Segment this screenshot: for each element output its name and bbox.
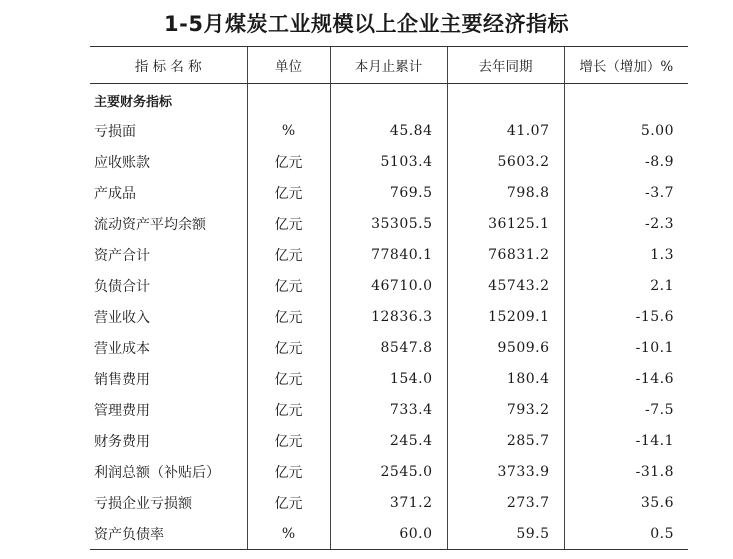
current-cumulative-value: 45.84	[330, 115, 447, 146]
last-year-value: 36125.1	[447, 208, 564, 239]
current-cumulative-value: 5103.4	[330, 146, 447, 177]
last-year-value: 45743.2	[447, 270, 564, 301]
table-row	[90, 177, 688, 208]
indicator-name: 管理费用	[94, 402, 150, 419]
indicator-name: 亏损企业亏损额	[94, 495, 192, 512]
table-body	[90, 84, 688, 550]
growth-value: 1.3	[564, 239, 688, 270]
section-empty-cell	[564, 84, 688, 116]
table-row	[90, 146, 688, 177]
growth-value: -2.3	[564, 208, 688, 239]
unit-cell: 亿元	[247, 487, 330, 518]
current-cumulative-value: 8547.8	[330, 332, 447, 363]
last-year-value: 41.07	[447, 115, 564, 146]
indicator-name: 应收账款	[94, 154, 150, 171]
unit-cell: %	[247, 518, 330, 550]
section-row	[90, 84, 688, 116]
header-indicator-name: 指 标 名 称	[90, 47, 247, 84]
table-header	[90, 47, 688, 84]
unit-cell: 亿元	[247, 146, 330, 177]
growth-value: -14.6	[564, 363, 688, 394]
growth-value: -31.8	[564, 456, 688, 487]
current-cumulative-value: 12836.3	[330, 301, 447, 332]
last-year-value: 59.5	[447, 518, 564, 550]
growth-value: -7.5	[564, 394, 688, 425]
last-year-value: 180.4	[447, 363, 564, 394]
unit-cell: 亿元	[247, 270, 330, 301]
growth-value: -8.9	[564, 146, 688, 177]
growth-value: -15.6	[564, 301, 688, 332]
last-year-value: 273.7	[447, 487, 564, 518]
table-row	[90, 332, 688, 363]
unit-cell: 亿元	[247, 332, 330, 363]
last-year-value: 798.8	[447, 177, 564, 208]
table-row	[90, 301, 688, 332]
table-row	[90, 425, 688, 456]
table-row	[90, 394, 688, 425]
indicator-name: 财务费用	[94, 433, 150, 450]
indicator-name: 营业收入	[94, 309, 150, 326]
table-row	[90, 208, 688, 239]
indicator-name: 资产合计	[94, 247, 150, 264]
unit-cell: 亿元	[247, 301, 330, 332]
header-current-cumulative: 本月止累计	[330, 47, 447, 84]
section-empty-cell	[247, 84, 330, 116]
current-cumulative-value: 46710.0	[330, 270, 447, 301]
table-row	[90, 239, 688, 270]
last-year-value: 3733.9	[447, 456, 564, 487]
last-year-value: 9509.6	[447, 332, 564, 363]
last-year-value: 76831.2	[447, 239, 564, 270]
last-year-value: 5603.2	[447, 146, 564, 177]
current-cumulative-value: 154.0	[330, 363, 447, 394]
indicator-name: 销售费用	[94, 371, 150, 388]
table-row	[90, 518, 688, 550]
last-year-value: 15209.1	[447, 301, 564, 332]
section-empty-cell	[447, 84, 564, 116]
table-row	[90, 487, 688, 518]
indicator-name: 产成品	[94, 185, 136, 202]
page-title: 1-5月煤炭工业规模以上企业主要经济指标	[164, 12, 569, 36]
indicator-name: 负债合计	[94, 278, 150, 295]
unit-cell: 亿元	[247, 208, 330, 239]
section-label: 主要财务指标	[94, 95, 173, 110]
unit-cell: 亿元	[247, 363, 330, 394]
header-unit: 单位	[247, 47, 330, 84]
last-year-value: 285.7	[447, 425, 564, 456]
growth-value: 0.5	[564, 518, 688, 550]
growth-value: -10.1	[564, 332, 688, 363]
unit-cell: 亿元	[247, 425, 330, 456]
growth-value: 2.1	[564, 270, 688, 301]
unit-cell: 亿元	[247, 394, 330, 425]
indicator-name: 流动资产平均余额	[94, 216, 206, 233]
unit-cell: 亿元	[247, 239, 330, 270]
current-cumulative-value: 245.4	[330, 425, 447, 456]
indicator-name: 资产负债率	[90, 518, 247, 550]
growth-value: 35.6	[564, 487, 688, 518]
growth-value: -14.1	[564, 425, 688, 456]
growth-value: -3.7	[564, 177, 688, 208]
current-cumulative-value: 60.0	[330, 518, 447, 550]
table-row	[90, 363, 688, 394]
current-cumulative-value: 371.2	[330, 487, 447, 518]
section-empty-cell	[330, 84, 447, 116]
indicator-name: 利润总额（补贴后）	[94, 464, 220, 481]
indicator-name: 亏损面	[94, 123, 136, 140]
current-cumulative-value: 769.5	[330, 177, 447, 208]
current-cumulative-value: 77840.1	[330, 239, 447, 270]
unit-cell: 亿元	[247, 456, 330, 487]
table-row	[90, 270, 688, 301]
table-row	[90, 456, 688, 487]
indicators-table	[90, 46, 688, 550]
unit-cell: 亿元	[247, 177, 330, 208]
indicator-name: 营业成本	[94, 340, 150, 357]
header-last-year: 去年同期	[447, 47, 564, 84]
last-year-value: 793.2	[447, 394, 564, 425]
growth-value: 5.00	[564, 115, 688, 146]
table-row	[90, 115, 688, 146]
current-cumulative-value: 35305.5	[330, 208, 447, 239]
current-cumulative-value: 2545.0	[330, 456, 447, 487]
unit-cell: %	[247, 115, 330, 146]
current-cumulative-value: 733.4	[330, 394, 447, 425]
header-growth: 增长（增加）%	[564, 47, 688, 84]
